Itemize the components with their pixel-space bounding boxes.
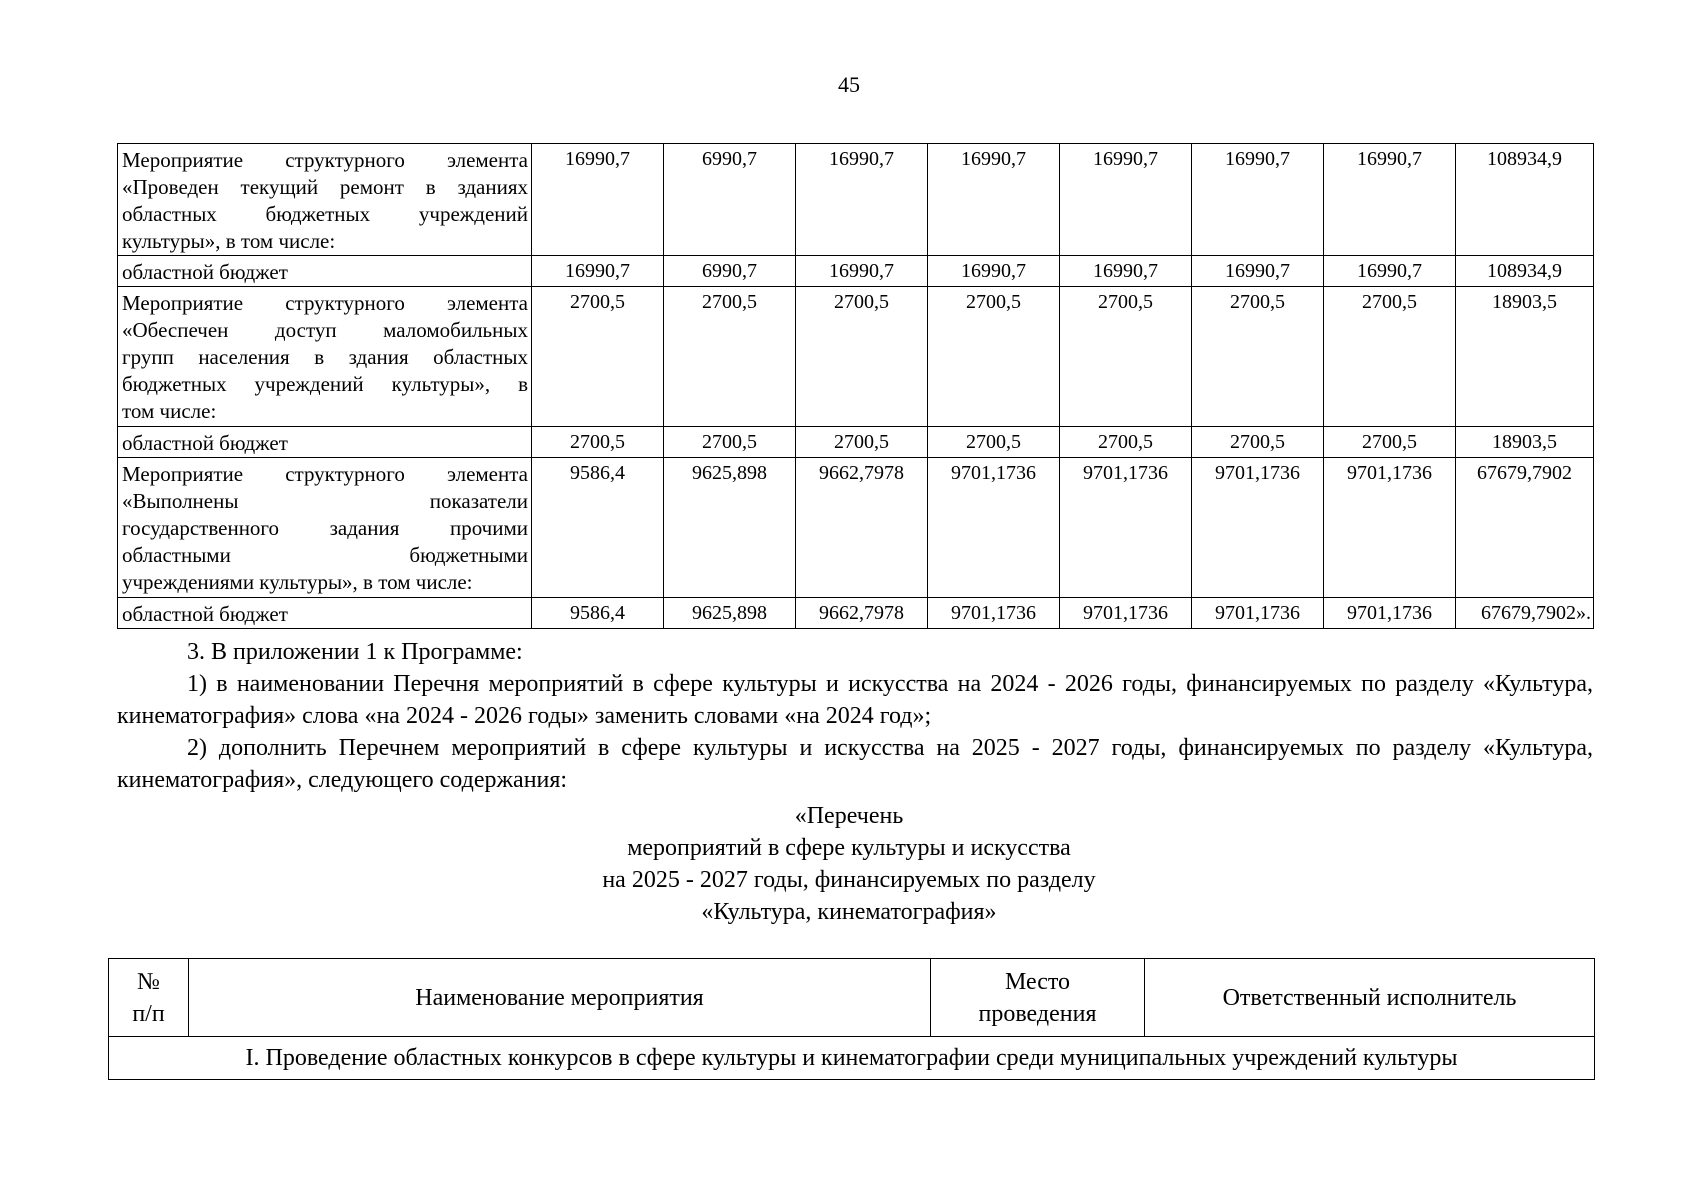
row-label-line: Мероприятие структурного элемента [122, 148, 528, 172]
table-cell: 9586,4 [532, 458, 664, 598]
budget-table [117, 143, 1594, 629]
table-row [118, 427, 1594, 458]
section-heading: I. Проведение областных конкурсов в сфере культуры и кинематографии среди муниципальных учреждений культуры [109, 1037, 1595, 1080]
header-number-line: п/п [132, 1000, 165, 1027]
row-label-line: «Выполнены показатели [122, 489, 528, 513]
table-cell: 9701,1736 [1324, 458, 1456, 598]
table-cell: 2700,5 [796, 427, 928, 458]
header-number-line: № [137, 968, 160, 995]
table-header-row [109, 959, 1595, 1037]
table-cell: 6990,7 [664, 144, 796, 256]
row-label-line: Мероприятие структурного элемента [122, 291, 528, 315]
table-cell: 16990,7 [1192, 144, 1324, 256]
row-label-line: групп населения в здания областных [122, 345, 528, 369]
table-cell: 67679,7902». [1456, 598, 1594, 629]
table-row [118, 256, 1594, 287]
table-row [118, 287, 1594, 427]
table-cell: 6990,7 [664, 256, 796, 287]
table-cell: 16990,7 [928, 144, 1060, 256]
table-cell: 9701,1736 [1060, 598, 1192, 629]
table-row [118, 458, 1594, 598]
table-row [118, 598, 1594, 629]
paragraph-3: 3. В приложении 1 к Программе: [187, 639, 523, 665]
row-label-line: учреждениями культуры», в том числе: [122, 570, 473, 594]
table-cell: 16990,7 [1192, 256, 1324, 287]
header-responsible: Ответственный исполнитель [1145, 959, 1595, 1037]
table-cell: 67679,7902 [1456, 458, 1594, 598]
events-table [108, 958, 1595, 1080]
table-cell: 2700,5 [664, 287, 796, 427]
table-cell: 18903,5 [1456, 427, 1594, 458]
table-cell: 9701,1736 [1060, 458, 1192, 598]
row-label [118, 144, 532, 256]
row-label [118, 458, 532, 598]
list-title-line: мероприятий в сфере культуры и искусства [627, 835, 1071, 861]
table-cell: 2700,5 [532, 427, 664, 458]
row-label-line: областной бюджет [122, 602, 288, 626]
table-cell: 2700,5 [796, 287, 928, 427]
row-label [118, 287, 532, 427]
table-cell: 16990,7 [532, 144, 664, 256]
table-row [109, 1037, 1595, 1080]
table-cell: 2700,5 [1192, 427, 1324, 458]
table-cell: 9586,4 [532, 598, 664, 629]
table-cell: 2700,5 [1324, 427, 1456, 458]
table-cell: 2700,5 [1192, 287, 1324, 427]
row-label [118, 427, 532, 458]
table-cell: 9701,1736 [928, 458, 1060, 598]
page-number: 45 [838, 72, 860, 97]
row-label-line: том числе: [122, 399, 217, 423]
paragraph-3-2: 2) дополнить Перечнем мероприятий в сфере культуры и искусства на 2025 - 2027 годы, финансируемых по разделу «Культура, кинематография», следующего содержания: [117, 735, 1593, 793]
table-cell: 2700,5 [1060, 287, 1192, 427]
row-label [118, 256, 532, 287]
header-place [931, 959, 1145, 1037]
table-row [118, 144, 1594, 256]
table-cell: 16990,7 [1324, 256, 1456, 287]
table-cell: 16990,7 [1324, 144, 1456, 256]
header-number [109, 959, 189, 1037]
amendment-text [117, 636, 1593, 796]
table-cell: 9701,1736 [1192, 598, 1324, 629]
table-cell: 16990,7 [532, 256, 664, 287]
table-cell: 2700,5 [928, 287, 1060, 427]
row-label-line: областных бюджетных учреждений [122, 202, 528, 226]
table-cell: 2700,5 [664, 427, 796, 458]
row-label-line: областной бюджет [122, 431, 288, 455]
row-label-line: «Обеспечен доступ маломобильных [122, 318, 528, 342]
header-place-line: Место [1004, 968, 1071, 995]
list-title [0, 800, 1698, 928]
list-title-line: «Культура, кинематография» [701, 899, 997, 925]
table-cell: 16990,7 [796, 144, 928, 256]
table-cell: 9701,1736 [1192, 458, 1324, 598]
table-cell: 9625,898 [664, 598, 796, 629]
header-place-line: проведения [978, 1000, 1097, 1027]
row-label-line: государственного задания прочими [122, 516, 528, 540]
table-cell: 2700,5 [1060, 427, 1192, 458]
row-label-line: культуры», в том числе: [122, 229, 336, 253]
paragraph-3-1: 1) в наименовании Перечня мероприятий в сфере культуры и искусства на 2024 - 2026 годы, финансируемых по разделу «Культура, кинематография» слова «на 2024 - 2026 годы» заменить словами «на 2024 год»; [117, 671, 1593, 729]
row-label [118, 598, 532, 629]
list-title-line: «Перечень [794, 803, 904, 829]
table-cell: 108934,9 [1456, 256, 1594, 287]
table-cell: 9662,7978 [796, 598, 928, 629]
table-cell: 16990,7 [1060, 144, 1192, 256]
table-cell: 9701,1736 [1324, 598, 1456, 629]
table-cell: 16990,7 [796, 256, 928, 287]
table-cell: 18903,5 [1456, 287, 1594, 427]
table-cell: 2700,5 [928, 427, 1060, 458]
row-label-line: областной бюджет [122, 260, 288, 284]
budget-table-body [118, 144, 1594, 629]
table-cell: 2700,5 [1324, 287, 1456, 427]
table-cell: 9701,1736 [928, 598, 1060, 629]
header-name: Наименование мероприятия [189, 959, 931, 1037]
table-cell: 16990,7 [928, 256, 1060, 287]
row-label-line: Мероприятие структурного элемента [122, 462, 528, 486]
row-label-line: областными бюджетными [122, 543, 528, 567]
row-label-line: бюджетных учреждений культуры», в [122, 372, 528, 396]
table-cell: 16990,7 [1060, 256, 1192, 287]
list-title-line: на 2025 - 2027 годы, финансируемых по разделу [602, 867, 1096, 893]
table-cell: 9662,7978 [796, 458, 928, 598]
row-label-line: «Проведен текущий ремонт в зданиях [122, 175, 528, 199]
table-cell: 2700,5 [532, 287, 664, 427]
table-cell: 9625,898 [664, 458, 796, 598]
table-cell: 108934,9 [1456, 144, 1594, 256]
